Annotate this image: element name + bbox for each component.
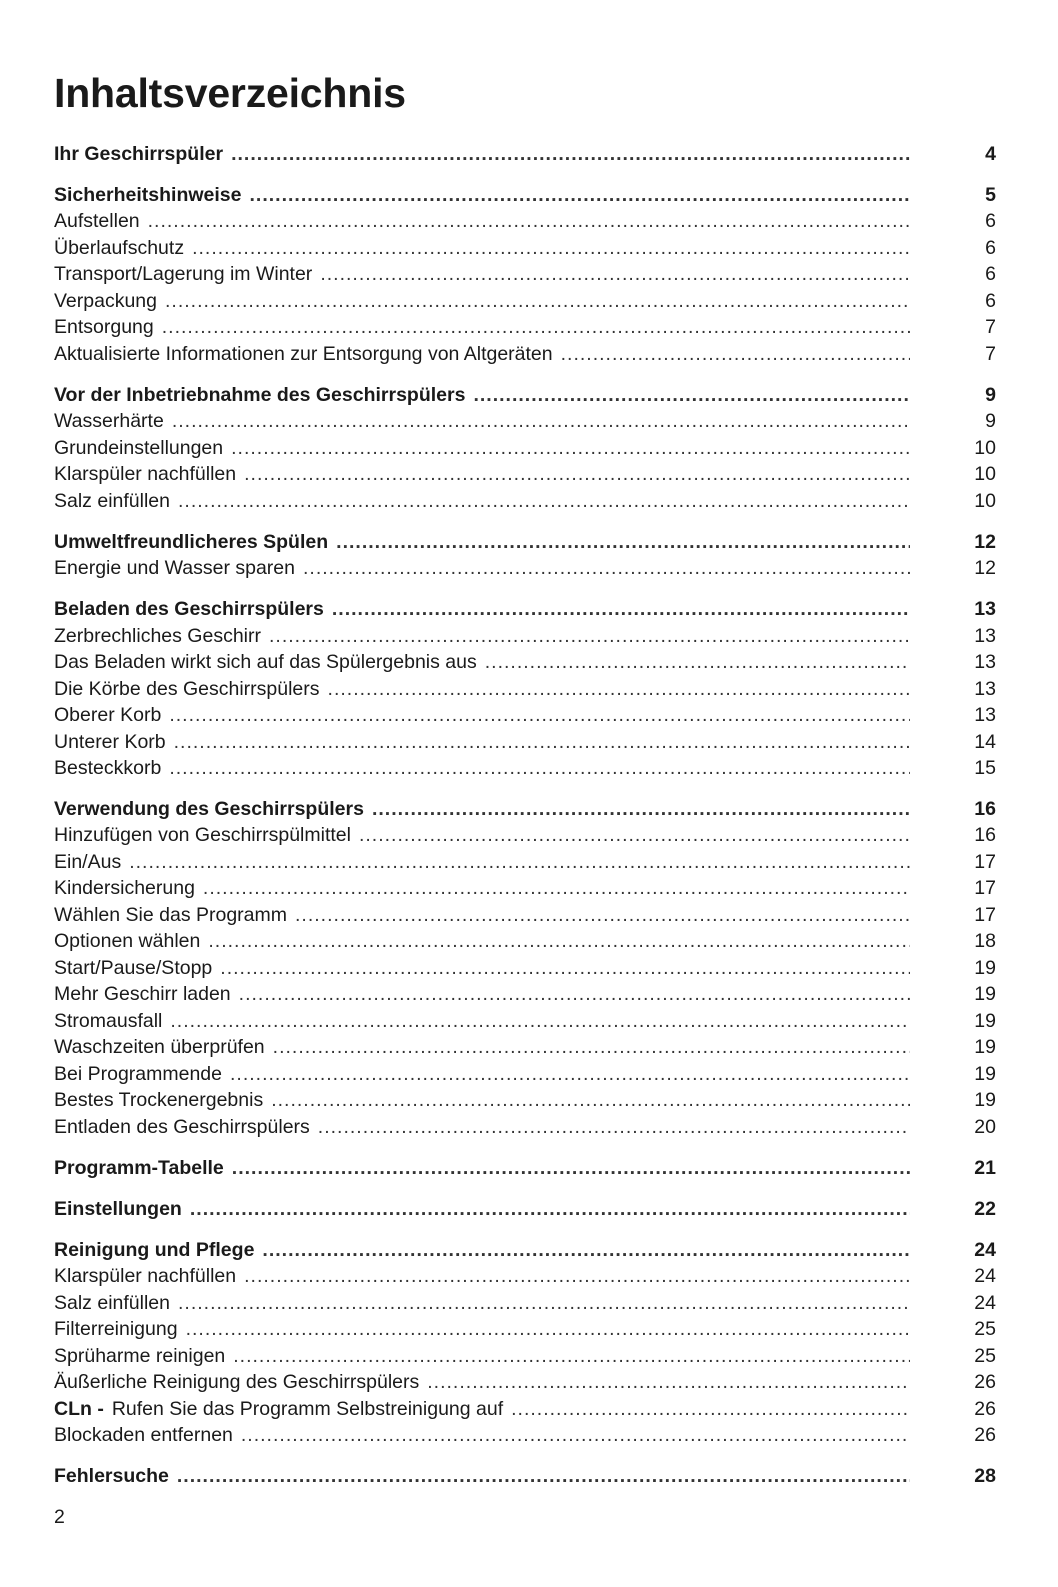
toc-page-number: 13	[974, 651, 996, 674]
toc-page-number: 17	[974, 877, 996, 900]
toc-entry-label	[54, 261, 312, 288]
toc-entry-prefix: CLn -	[54, 1397, 104, 1420]
toc-entry-label	[54, 1114, 310, 1141]
toc-leader-dots	[318, 1114, 910, 1141]
toc-leader-dots	[220, 955, 910, 982]
toc-entry-text: Blockaden entfernen	[54, 1424, 233, 1447]
toc-leader-dots	[359, 822, 910, 849]
toc-page-number: 17	[974, 903, 996, 926]
toc-section-heading[interactable]	[54, 1196, 996, 1223]
toc-leader-dots	[178, 488, 910, 515]
toc-page-number: 26	[974, 1424, 996, 1447]
toc-page-number: 19	[974, 983, 996, 1006]
toc-section	[54, 596, 996, 782]
toc-leader-dots	[203, 875, 910, 902]
toc-entry[interactable]	[54, 261, 996, 288]
toc-entry-label	[54, 555, 295, 582]
toc-entry[interactable]	[54, 1316, 996, 1343]
toc-section-title: Programm-Tabelle	[54, 1156, 224, 1179]
toc-entry[interactable]	[54, 1087, 996, 1114]
toc-page-number: 5	[985, 183, 996, 206]
toc-leader-dots	[232, 1155, 910, 1182]
toc-entry-label	[54, 1343, 225, 1370]
toc-leader-dots	[208, 928, 910, 955]
toc-section-title: Vor der Inbetriebnahme des Geschirrspülers	[54, 383, 466, 406]
toc-page-number: 19	[974, 1009, 996, 1032]
toc-section-title: Einstellungen	[54, 1197, 182, 1220]
toc-leader-dots	[269, 623, 910, 650]
toc-page-number: 19	[974, 1062, 996, 1085]
toc-leader-dots	[273, 1034, 910, 1061]
toc-entry-text: Zerbrechliches Geschirr	[54, 624, 261, 647]
toc-entry-text: Bestes Trockenergebnis	[54, 1089, 264, 1112]
toc-entry-text: Energie und Wasser sparen	[54, 557, 295, 580]
toc-entry-text: Wasserhärte	[54, 410, 164, 433]
toc-page-number: 19	[974, 1089, 996, 1112]
toc-section-heading[interactable]	[54, 182, 996, 209]
toc-page-number: 26	[974, 1371, 996, 1394]
toc-entry-text: Das Beladen wirkt sich auf das Spülergebnis aus	[54, 651, 477, 674]
toc-entry[interactable]	[54, 1422, 996, 1449]
toc-entry[interactable]	[54, 755, 996, 782]
toc-entry-text: Wählen Sie das Programm	[54, 903, 288, 926]
toc-entry[interactable]	[54, 623, 996, 650]
toc-section-title: Fehlersuche	[54, 1465, 169, 1488]
toc-entry[interactable]	[54, 235, 996, 262]
toc-entry[interactable]	[54, 1034, 996, 1061]
toc-entry[interactable]	[54, 676, 996, 703]
toc-entry-text: Hinzufügen von Geschirrspülmittel	[54, 824, 351, 847]
toc-leader-dots	[170, 1008, 910, 1035]
toc-entry[interactable]	[54, 702, 996, 729]
toc-entry-label	[54, 1396, 503, 1423]
toc-leader-dots	[231, 141, 910, 168]
toc-page-number: 21	[974, 1156, 996, 1179]
toc-entry-text: Start/Pause/Stopp	[54, 956, 213, 979]
toc-entry[interactable]	[54, 461, 996, 488]
toc-leader-dots	[511, 1396, 910, 1423]
toc-page-number: 13	[974, 598, 996, 621]
toc-entry-label	[54, 235, 184, 262]
toc-entry[interactable]	[54, 408, 996, 435]
toc-entry-text: Überlaufschutz	[54, 236, 185, 259]
toc-page-number: 16	[974, 824, 996, 847]
toc-entry-text: Ein/Aus	[54, 850, 122, 873]
toc-section-heading[interactable]	[54, 596, 996, 623]
toc-entry-text: Aktualisierte Informationen zur Entsorgung von Altgeräten	[54, 342, 553, 365]
toc-entry[interactable]	[54, 875, 996, 902]
toc-entry-label	[54, 822, 351, 849]
toc-entry-text: Verpackung	[54, 289, 157, 312]
toc-entry-label	[54, 1008, 162, 1035]
toc-entry-text: Entsorgung	[54, 316, 154, 339]
toc-entry-label	[54, 435, 223, 462]
toc-section-heading[interactable]	[54, 796, 996, 823]
toc-entry-text: Grundeinstellungen	[54, 436, 224, 459]
toc-entry-label	[54, 1290, 170, 1317]
toc-leader-dots	[233, 1343, 910, 1370]
toc-entry-label	[54, 755, 161, 782]
toc-leader-dots	[372, 796, 910, 823]
toc-entry-label	[54, 1316, 178, 1343]
toc-page-number: 13	[974, 677, 996, 700]
toc-page-number: 6	[985, 210, 996, 233]
toc-leader-dots	[241, 1422, 910, 1449]
toc-entry-label	[54, 208, 140, 235]
toc-entry-label	[54, 288, 157, 315]
toc-page-number: 9	[985, 410, 996, 433]
toc-entry-label	[54, 955, 212, 982]
toc-entry-text: Klarspüler nachfüllen	[54, 1265, 237, 1288]
toc-leader-dots	[129, 849, 910, 876]
toc-page-number: 16	[974, 797, 996, 820]
toc-leader-dots	[328, 676, 910, 703]
toc-entry[interactable]	[54, 849, 996, 876]
toc-entry-text: Salz einfüllen	[54, 1291, 170, 1314]
toc-entry-text: Salz einfüllen	[54, 489, 170, 512]
toc-entry[interactable]	[54, 435, 996, 462]
toc-page-number: 25	[974, 1318, 996, 1341]
toc-leader-dots	[271, 1087, 910, 1114]
toc-entry-text: Transport/Lagerung im Winter	[54, 263, 313, 286]
toc-section-heading[interactable]	[54, 1237, 996, 1264]
toc-section-heading[interactable]	[54, 141, 996, 168]
toc-entry[interactable]	[54, 902, 996, 929]
toc-entry-label	[54, 981, 231, 1008]
toc-entry[interactable]	[54, 1263, 996, 1290]
toc-entry-label	[54, 702, 161, 729]
toc-leader-dots	[473, 382, 910, 409]
toc-entry-text: Äußerliche Reinigung des Geschirrspülers	[54, 1371, 420, 1394]
toc-entry-label	[54, 902, 287, 929]
toc-entry[interactable]	[54, 1114, 996, 1141]
toc-section-title: Reinigung und Pflege	[54, 1238, 255, 1261]
toc-page-number: 6	[985, 236, 996, 259]
toc-entry[interactable]	[54, 555, 996, 582]
toc-entry-text: Bei Programmende	[54, 1062, 222, 1085]
toc-page-number: 24	[974, 1238, 996, 1261]
toc-entry-label	[54, 408, 164, 435]
toc-section	[54, 529, 996, 582]
toc-leader-dots	[162, 314, 910, 341]
toc-page-number: 10	[974, 436, 996, 459]
toc-entry[interactable]	[54, 341, 996, 368]
toc-page-number: 12	[974, 530, 996, 553]
page-number: 2	[54, 1506, 65, 1528]
toc-entry-label	[54, 314, 154, 341]
toc-page-number: 6	[985, 289, 996, 312]
toc-entry-label	[54, 875, 195, 902]
toc-entry[interactable]	[54, 981, 996, 1008]
toc-section-heading[interactable]	[54, 1463, 996, 1490]
toc-leader-dots	[336, 529, 910, 556]
toc-entry-label	[54, 341, 553, 368]
toc-section-heading[interactable]	[54, 382, 996, 409]
toc-page-number: 7	[985, 316, 996, 339]
toc-page-number: 13	[974, 624, 996, 647]
toc-leader-dots	[250, 182, 911, 209]
toc-page-number: 4	[985, 143, 996, 165]
toc-page-number: 25	[974, 1344, 996, 1367]
toc-leader-dots	[561, 341, 910, 368]
toc-entry-label	[54, 1087, 263, 1114]
toc-page-number: 14	[974, 730, 996, 753]
toc-section-title: Sicherheitshinweise	[54, 183, 242, 206]
toc-leader-dots	[186, 1316, 910, 1343]
toc-page-number: 13	[974, 704, 996, 727]
toc-entry-label	[54, 1263, 236, 1290]
toc-entry[interactable]	[54, 1061, 996, 1088]
toc-leader-dots	[178, 1290, 910, 1317]
toc-entry-text: Aufstellen	[54, 210, 140, 233]
toc-page-number: 10	[974, 463, 996, 486]
toc-section	[54, 141, 996, 168]
page-title: Inhaltsverzeichnis	[54, 70, 406, 116]
toc-entry[interactable]	[54, 314, 996, 341]
toc-page-number: 9	[985, 383, 996, 406]
toc-leader-dots	[169, 755, 910, 782]
toc-leader-dots	[485, 649, 910, 676]
toc-entry[interactable]	[54, 928, 996, 955]
toc-section-heading[interactable]	[54, 529, 996, 556]
toc-leader-dots	[239, 981, 910, 1008]
toc-leader-dots	[427, 1369, 910, 1396]
toc-page-number: 18	[974, 930, 996, 953]
toc-entry[interactable]	[54, 649, 996, 676]
toc-page-number: 20	[974, 1115, 996, 1138]
toc-leader-dots	[148, 208, 910, 235]
toc-leader-dots	[230, 1061, 910, 1088]
toc-entry[interactable]	[54, 1343, 996, 1370]
toc-page-number: 12	[974, 557, 996, 580]
toc-leader-dots	[174, 729, 910, 756]
toc-leader-dots	[244, 461, 910, 488]
toc-entry[interactable]	[54, 1290, 996, 1317]
toc-entry-text: Unterer Korb	[54, 730, 166, 753]
toc-entry-label	[54, 928, 200, 955]
toc-entry-text: Sprüharme reinigen	[54, 1344, 226, 1367]
toc-section-title: Umweltfreundlicheres Spülen	[54, 530, 329, 553]
toc-leader-dots	[303, 555, 910, 582]
toc-entry-text: Entladen des Geschirrspülers	[54, 1115, 310, 1138]
toc-entry-label	[54, 461, 236, 488]
toc-entry[interactable]	[54, 822, 996, 849]
toc-section	[54, 796, 996, 1141]
table-of-contents	[54, 141, 996, 1504]
toc-section	[54, 1196, 996, 1223]
toc-page-number: 22	[974, 1197, 996, 1220]
toc-leader-dots	[192, 235, 910, 262]
toc-leader-dots	[244, 1263, 910, 1290]
toc-entry-label	[54, 1422, 233, 1449]
toc-entry[interactable]	[54, 288, 996, 315]
toc-page-number: 28	[974, 1465, 996, 1488]
toc-leader-dots	[231, 435, 910, 462]
toc-entry-text: Waschzeiten überprüfen	[54, 1036, 265, 1059]
toc-page-number: 19	[974, 956, 996, 979]
toc-entry[interactable]	[54, 1396, 996, 1423]
toc-entry-text: Die Körbe des Geschirrspülers	[54, 677, 320, 700]
toc-section	[54, 1463, 996, 1490]
toc-leader-dots	[177, 1463, 910, 1490]
toc-section	[54, 382, 996, 515]
toc-page-number: 6	[985, 263, 996, 286]
toc-section-title: Verwendung des Geschirrspülers	[54, 797, 364, 820]
toc-page-number: 17	[974, 850, 996, 873]
toc-page-number: 24	[974, 1265, 996, 1288]
toc-entry-label	[54, 849, 121, 876]
toc-entry-text: Klarspüler nachfüllen	[54, 463, 237, 486]
toc-section-title: Ihr Geschirrspüler	[54, 143, 224, 165]
toc-entry-label	[54, 1034, 265, 1061]
toc-leader-dots	[295, 902, 910, 929]
toc-entry-text: Filterreinigung	[54, 1318, 178, 1341]
toc-leader-dots	[262, 1237, 910, 1264]
toc-leader-dots	[320, 261, 910, 288]
toc-entry-label	[54, 623, 261, 650]
toc-entry-label	[54, 676, 320, 703]
toc-leader-dots	[172, 408, 910, 435]
toc-page-number: 10	[974, 489, 996, 512]
toc-section	[54, 182, 996, 368]
toc-section-title: Beladen des Geschirrspülers	[54, 598, 324, 621]
toc-entry-label	[54, 1061, 222, 1088]
toc-page-number: 26	[974, 1397, 996, 1420]
toc-entry[interactable]	[54, 955, 996, 982]
toc-page-number: 7	[985, 342, 996, 365]
toc-page-number: 19	[974, 1036, 996, 1059]
toc-leader-dots	[332, 596, 910, 623]
toc-entry-label	[54, 1369, 419, 1396]
toc-entry-text: Optionen wählen	[54, 930, 201, 953]
toc-entry-text: Rufen Sie das Programm Selbstreinigung auf	[111, 1397, 504, 1420]
toc-entry[interactable]	[54, 1369, 996, 1396]
toc-entry-text: Stromausfall	[54, 1009, 163, 1032]
toc-entry-label	[54, 649, 477, 676]
toc-section	[54, 1237, 996, 1449]
toc-page-number: 24	[974, 1291, 996, 1314]
toc-leader-dots	[165, 288, 910, 315]
toc-section-heading[interactable]	[54, 1155, 996, 1182]
toc-entry[interactable]	[54, 208, 996, 235]
toc-leader-dots	[169, 702, 910, 729]
toc-entry-text: Oberer Korb	[54, 704, 162, 727]
toc-entry[interactable]	[54, 488, 996, 515]
toc-entry-text: Mehr Geschirr laden	[54, 983, 231, 1006]
toc-section	[54, 1155, 996, 1182]
toc-entry[interactable]	[54, 729, 996, 756]
toc-entry-text: Kindersicherung	[54, 877, 195, 900]
toc-page-number: 15	[974, 757, 996, 780]
toc-entry[interactable]	[54, 1008, 996, 1035]
toc-entry-label	[54, 488, 170, 515]
toc-entry-text: Besteckkorb	[54, 757, 162, 780]
toc-leader-dots	[190, 1196, 910, 1223]
toc-entry-label	[54, 729, 166, 756]
